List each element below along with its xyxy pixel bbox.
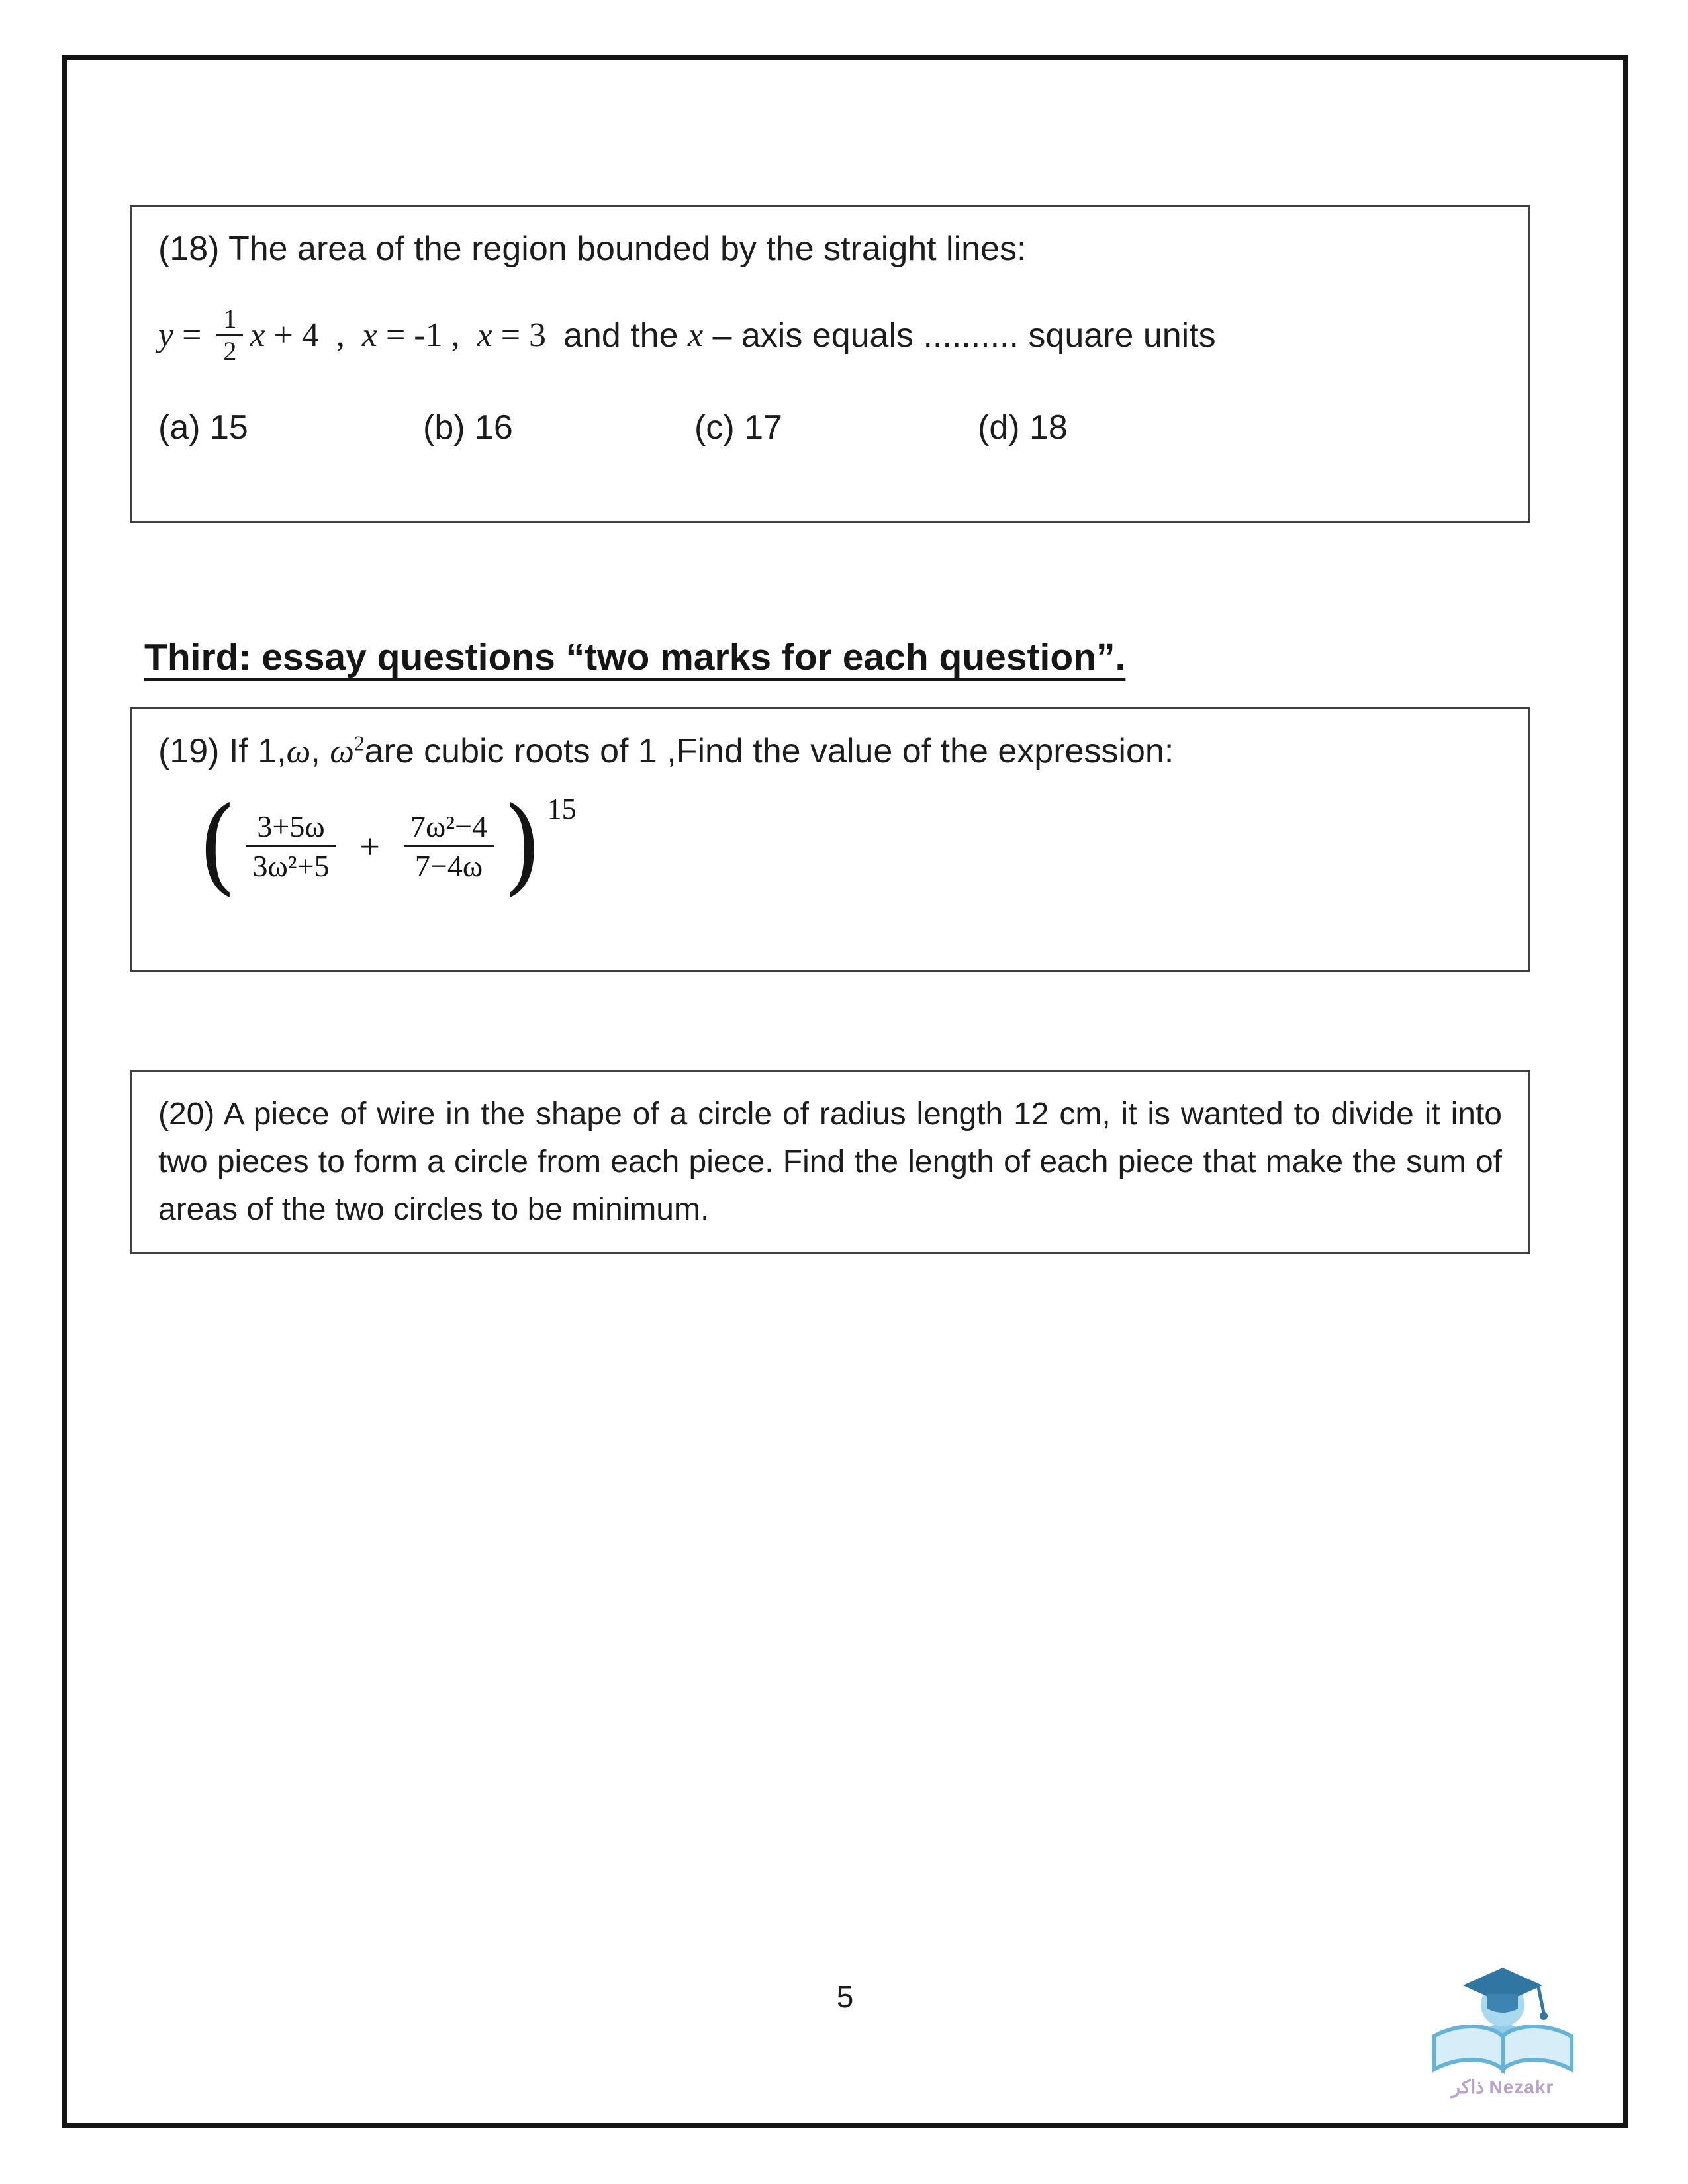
question-18-equation	[158, 304, 1502, 367]
math-var-x: x	[361, 316, 377, 355]
omega-exponent: 2	[353, 731, 365, 755]
plus-operator: +	[359, 826, 381, 866]
choice-b: (b) 16	[423, 408, 513, 447]
math-var-omega: ω	[330, 733, 354, 770]
graduation-cap-icon	[1463, 1968, 1548, 2020]
fraction-numerator: 7ω²−4	[404, 807, 494, 848]
math-var-y: y	[158, 316, 174, 355]
expression-exponent: 15	[547, 793, 577, 826]
fraction-denominator: 2	[223, 336, 237, 367]
nazakr-logo	[1410, 1949, 1595, 2098]
section-heading: Third: essay questions “two marks for each question”.	[144, 636, 1126, 678]
open-paren: (	[198, 785, 237, 907]
choice-d: (d) 18	[978, 408, 1068, 447]
prompt-text: ,	[310, 732, 330, 770]
question-18-choices	[158, 408, 1502, 447]
fraction-numerator: 3+5ω	[246, 807, 336, 848]
math-text: + 4 ,	[265, 316, 362, 355]
choice-a: (a) 15	[158, 408, 248, 447]
page-number: 5	[836, 1979, 854, 2014]
fraction-numerator: 1	[216, 304, 243, 336]
question-20-box	[130, 1070, 1530, 1254]
expression-fraction-1	[246, 807, 336, 886]
logo-watermark-text: ذاكر Nezakr	[1451, 2077, 1554, 2097]
math-var-x: x	[250, 316, 265, 355]
fraction-denominator: 3ω²+5	[252, 849, 330, 884]
question-18-prompt: (18) The area of the region bounded by the straight lines:	[158, 230, 1027, 268]
fraction-one-half	[216, 304, 243, 367]
fraction-denominator: 7−4ω	[414, 849, 483, 884]
prompt-text: are cubic roots of 1 ,Find the value of the expression:	[364, 732, 1174, 770]
equation-plain-text: and the	[563, 316, 688, 355]
math-var-x: x	[477, 316, 492, 355]
math-var-x: x	[687, 316, 704, 355]
logo-graphic	[1423, 1949, 1582, 2075]
equation-plain-text: – axis equals .......... square units	[703, 316, 1216, 355]
choice-c: (c) 17	[694, 408, 782, 447]
question-19-expression	[198, 785, 1502, 907]
expression-fraction-2	[404, 807, 494, 886]
math-var-omega: ω	[286, 733, 311, 770]
close-paren: )	[503, 785, 542, 907]
math-equals: =	[173, 316, 211, 355]
math-text: = 3	[492, 316, 564, 355]
question-20-text: (20) A piece of wire in the shape of a circle of radius length 12 cm, it is wanted to divide it into two pieces to form a circle from each piece. Find the length of each piece that make the sum of areas of the two circles to be minimum.	[158, 1097, 1502, 1227]
question-18-box	[130, 205, 1530, 523]
prompt-text: (19) If 1,	[158, 732, 287, 770]
math-text: = -1 ,	[377, 316, 477, 355]
question-19-prompt	[158, 728, 1502, 775]
question-19-box	[130, 707, 1530, 972]
